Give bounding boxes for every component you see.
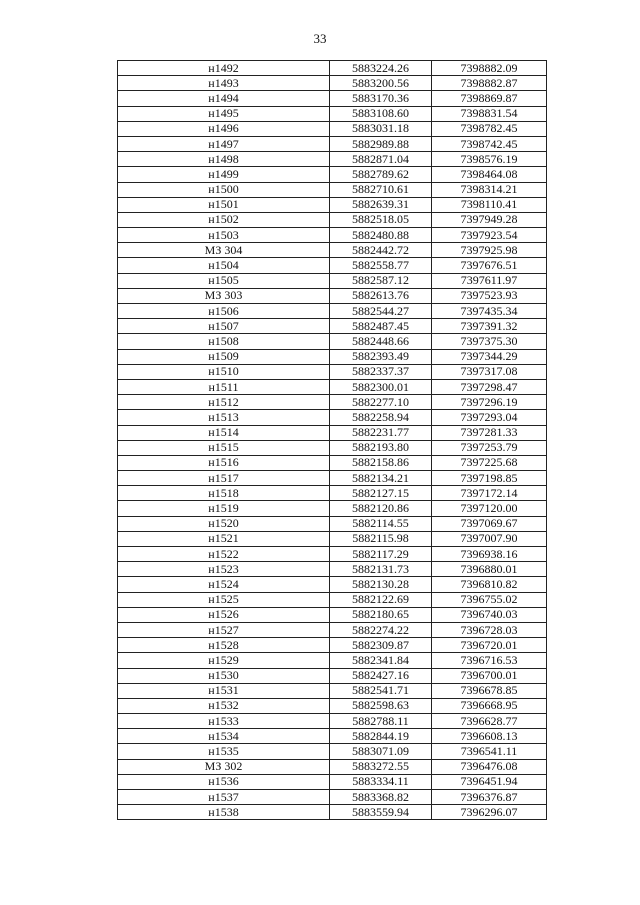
point-id-cell: н1531 <box>118 683 330 698</box>
x-coordinate-cell: 5883071.09 <box>330 744 432 759</box>
point-id-cell: н1505 <box>118 273 330 288</box>
point-id-cell: н1504 <box>118 258 330 273</box>
x-coordinate-cell: 5882710.61 <box>330 182 432 197</box>
table-row <box>118 425 547 440</box>
y-coordinate-cell: 7398576.19 <box>432 152 547 167</box>
x-coordinate-cell: 5882613.76 <box>330 288 432 303</box>
table-row <box>118 212 547 227</box>
y-coordinate-cell: 7396728.03 <box>432 622 547 637</box>
y-coordinate-cell: 7397281.33 <box>432 425 547 440</box>
y-coordinate-cell: 7398882.87 <box>432 76 547 91</box>
point-id-cell: н1493 <box>118 76 330 91</box>
y-coordinate-cell: 7396296.07 <box>432 805 547 820</box>
y-coordinate-cell: 7396678.85 <box>432 683 547 698</box>
x-coordinate-cell: 5882341.84 <box>330 653 432 668</box>
table-row <box>118 258 547 273</box>
table-row <box>118 486 547 501</box>
x-coordinate-cell: 5882258.94 <box>330 410 432 425</box>
x-coordinate-cell: 5882487.45 <box>330 319 432 334</box>
table-row <box>118 228 547 243</box>
x-coordinate-cell: 5882541.71 <box>330 683 432 698</box>
point-id-cell: МЗ 304 <box>118 243 330 258</box>
x-coordinate-cell: 5882114.55 <box>330 516 432 531</box>
point-id-cell: н1512 <box>118 395 330 410</box>
x-coordinate-cell: 5883368.82 <box>330 790 432 805</box>
table-row <box>118 288 547 303</box>
x-coordinate-cell: 5882131.73 <box>330 562 432 577</box>
point-id-cell: н1494 <box>118 91 330 106</box>
x-coordinate-cell: 5882122.69 <box>330 592 432 607</box>
table-row <box>118 790 547 805</box>
y-coordinate-cell: 7397120.00 <box>432 501 547 516</box>
y-coordinate-cell: 7397253.79 <box>432 440 547 455</box>
x-coordinate-cell: 5882274.22 <box>330 622 432 637</box>
point-id-cell: н1525 <box>118 592 330 607</box>
table-row <box>118 167 547 182</box>
x-coordinate-cell: 5882598.63 <box>330 698 432 713</box>
point-id-cell: н1495 <box>118 106 330 121</box>
y-coordinate-cell: 7397344.29 <box>432 349 547 364</box>
y-coordinate-cell: 7398742.45 <box>432 136 547 151</box>
y-coordinate-cell: 7396541.11 <box>432 744 547 759</box>
table-row <box>118 577 547 592</box>
x-coordinate-cell: 5883272.55 <box>330 759 432 774</box>
point-id-cell: н1496 <box>118 121 330 136</box>
point-id-cell: н1503 <box>118 228 330 243</box>
coordinates-table <box>117 60 547 820</box>
table-row <box>118 379 547 394</box>
table-row <box>118 243 547 258</box>
point-id-cell: н1502 <box>118 212 330 227</box>
x-coordinate-cell: 5882518.05 <box>330 212 432 227</box>
table-row <box>118 698 547 713</box>
y-coordinate-cell: 7397225.68 <box>432 455 547 470</box>
table-row <box>118 395 547 410</box>
y-coordinate-cell: 7397676.51 <box>432 258 547 273</box>
point-id-cell: н1513 <box>118 410 330 425</box>
y-coordinate-cell: 7397172.14 <box>432 486 547 501</box>
table-row <box>118 304 547 319</box>
point-id-cell: н1526 <box>118 607 330 622</box>
point-id-cell: н1524 <box>118 577 330 592</box>
y-coordinate-cell: 7397435.34 <box>432 304 547 319</box>
point-id-cell: н1514 <box>118 425 330 440</box>
x-coordinate-cell: 5882587.12 <box>330 273 432 288</box>
point-id-cell: н1537 <box>118 790 330 805</box>
point-id-cell: н1533 <box>118 714 330 729</box>
y-coordinate-cell: 7396740.03 <box>432 607 547 622</box>
table-row <box>118 531 547 546</box>
x-coordinate-cell: 5882120.86 <box>330 501 432 516</box>
table-row <box>118 668 547 683</box>
table-row <box>118 501 547 516</box>
point-id-cell: н1522 <box>118 547 330 562</box>
y-coordinate-cell: 7396476.08 <box>432 759 547 774</box>
table-row <box>118 774 547 789</box>
y-coordinate-cell: 7398831.54 <box>432 106 547 121</box>
point-id-cell: н1536 <box>118 774 330 789</box>
table-row <box>118 364 547 379</box>
x-coordinate-cell: 5882544.27 <box>330 304 432 319</box>
point-id-cell: н1519 <box>118 501 330 516</box>
point-id-cell: н1497 <box>118 136 330 151</box>
point-id-cell: н1538 <box>118 805 330 820</box>
x-coordinate-cell: 5882117.29 <box>330 547 432 562</box>
point-id-cell: н1507 <box>118 319 330 334</box>
point-id-cell: МЗ 303 <box>118 288 330 303</box>
point-id-cell: н1530 <box>118 668 330 683</box>
point-id-cell: н1535 <box>118 744 330 759</box>
y-coordinate-cell: 7398314.21 <box>432 182 547 197</box>
y-coordinate-cell: 7397611.97 <box>432 273 547 288</box>
x-coordinate-cell: 5883031.18 <box>330 121 432 136</box>
table-row <box>118 76 547 91</box>
table-row <box>118 440 547 455</box>
y-coordinate-cell: 7398882.09 <box>432 61 547 76</box>
table-row <box>118 334 547 349</box>
table-row <box>118 91 547 106</box>
table-row <box>118 744 547 759</box>
x-coordinate-cell: 5882639.31 <box>330 197 432 212</box>
table-row <box>118 319 547 334</box>
y-coordinate-cell: 7397293.04 <box>432 410 547 425</box>
table-row <box>118 471 547 486</box>
y-coordinate-cell: 7397069.67 <box>432 516 547 531</box>
point-id-cell: н1532 <box>118 698 330 713</box>
table-row <box>118 516 547 531</box>
x-coordinate-cell: 5883108.60 <box>330 106 432 121</box>
x-coordinate-cell: 5882480.88 <box>330 228 432 243</box>
x-coordinate-cell: 5883559.94 <box>330 805 432 820</box>
y-coordinate-cell: 7397296.19 <box>432 395 547 410</box>
table-row <box>118 607 547 622</box>
table-row <box>118 273 547 288</box>
y-coordinate-cell: 7396628.77 <box>432 714 547 729</box>
table-row <box>118 410 547 425</box>
point-id-cell: н1527 <box>118 622 330 637</box>
point-id-cell: н1492 <box>118 61 330 76</box>
table-row <box>118 683 547 698</box>
point-id-cell: МЗ 302 <box>118 759 330 774</box>
table-row <box>118 136 547 151</box>
x-coordinate-cell: 5882989.88 <box>330 136 432 151</box>
point-id-cell: н1500 <box>118 182 330 197</box>
y-coordinate-cell: 7396938.16 <box>432 547 547 562</box>
x-coordinate-cell: 5882871.04 <box>330 152 432 167</box>
point-id-cell: н1509 <box>118 349 330 364</box>
x-coordinate-cell: 5883200.56 <box>330 76 432 91</box>
point-id-cell: н1521 <box>118 531 330 546</box>
table-row <box>118 182 547 197</box>
point-id-cell: н1499 <box>118 167 330 182</box>
table-row <box>118 562 547 577</box>
point-id-cell: н1523 <box>118 562 330 577</box>
y-coordinate-cell: 7397925.98 <box>432 243 547 258</box>
table-row <box>118 805 547 820</box>
coordinates-table-body <box>118 61 547 820</box>
y-coordinate-cell: 7398464.08 <box>432 167 547 182</box>
table-row <box>118 592 547 607</box>
y-coordinate-cell: 7398869.87 <box>432 91 547 106</box>
x-coordinate-cell: 5882180.65 <box>330 607 432 622</box>
x-coordinate-cell: 5882127.15 <box>330 486 432 501</box>
table-row <box>118 714 547 729</box>
y-coordinate-cell: 7396720.01 <box>432 638 547 653</box>
y-coordinate-cell: 7396700.01 <box>432 668 547 683</box>
y-coordinate-cell: 7397523.93 <box>432 288 547 303</box>
point-id-cell: н1501 <box>118 197 330 212</box>
x-coordinate-cell: 5882115.98 <box>330 531 432 546</box>
y-coordinate-cell: 7396716.53 <box>432 653 547 668</box>
x-coordinate-cell: 5882158.86 <box>330 455 432 470</box>
y-coordinate-cell: 7397375.30 <box>432 334 547 349</box>
table-row <box>118 106 547 121</box>
x-coordinate-cell: 5882277.10 <box>330 395 432 410</box>
table-row <box>118 653 547 668</box>
point-id-cell: н1518 <box>118 486 330 501</box>
point-id-cell: н1517 <box>118 471 330 486</box>
point-id-cell: н1534 <box>118 729 330 744</box>
x-coordinate-cell: 5882134.21 <box>330 471 432 486</box>
y-coordinate-cell: 7398110.41 <box>432 197 547 212</box>
page-number: 33 <box>313 31 327 46</box>
table-row <box>118 455 547 470</box>
point-id-cell: н1511 <box>118 379 330 394</box>
x-coordinate-cell: 5882393.49 <box>330 349 432 364</box>
x-coordinate-cell: 5882130.28 <box>330 577 432 592</box>
point-id-cell: н1498 <box>118 152 330 167</box>
y-coordinate-cell: 7397298.47 <box>432 379 547 394</box>
x-coordinate-cell: 5883224.26 <box>330 61 432 76</box>
y-coordinate-cell: 7398782.45 <box>432 121 547 136</box>
y-coordinate-cell: 7397949.28 <box>432 212 547 227</box>
x-coordinate-cell: 5882193.80 <box>330 440 432 455</box>
point-id-cell: н1510 <box>118 364 330 379</box>
x-coordinate-cell: 5883334.11 <box>330 774 432 789</box>
point-id-cell: н1515 <box>118 440 330 455</box>
x-coordinate-cell: 5882442.72 <box>330 243 432 258</box>
table-row <box>118 638 547 653</box>
table-row <box>118 152 547 167</box>
x-coordinate-cell: 5882337.37 <box>330 364 432 379</box>
x-coordinate-cell: 5882558.77 <box>330 258 432 273</box>
point-id-cell: н1529 <box>118 653 330 668</box>
x-coordinate-cell: 5882309.87 <box>330 638 432 653</box>
x-coordinate-cell: 5882844.19 <box>330 729 432 744</box>
table-row <box>118 197 547 212</box>
y-coordinate-cell: 7397923.54 <box>432 228 547 243</box>
point-id-cell: н1506 <box>118 304 330 319</box>
y-coordinate-cell: 7396608.13 <box>432 729 547 744</box>
y-coordinate-cell: 7397317.08 <box>432 364 547 379</box>
y-coordinate-cell: 7396668.95 <box>432 698 547 713</box>
table-row <box>118 61 547 76</box>
table-row <box>118 729 547 744</box>
x-coordinate-cell: 5882231.77 <box>330 425 432 440</box>
y-coordinate-cell: 7397198.85 <box>432 471 547 486</box>
y-coordinate-cell: 7396755.02 <box>432 592 547 607</box>
x-coordinate-cell: 5882427.16 <box>330 668 432 683</box>
y-coordinate-cell: 7396451.94 <box>432 774 547 789</box>
y-coordinate-cell: 7397391.32 <box>432 319 547 334</box>
point-id-cell: н1508 <box>118 334 330 349</box>
x-coordinate-cell: 5882789.62 <box>330 167 432 182</box>
x-coordinate-cell: 5882300.01 <box>330 379 432 394</box>
y-coordinate-cell: 7396376.87 <box>432 790 547 805</box>
table-row <box>118 349 547 364</box>
y-coordinate-cell: 7396810.82 <box>432 577 547 592</box>
x-coordinate-cell: 5882788.11 <box>330 714 432 729</box>
table-row <box>118 547 547 562</box>
point-id-cell: н1520 <box>118 516 330 531</box>
x-coordinate-cell: 5882448.66 <box>330 334 432 349</box>
point-id-cell: н1516 <box>118 455 330 470</box>
table-row <box>118 121 547 136</box>
y-coordinate-cell: 7396880.01 <box>432 562 547 577</box>
table-row <box>118 759 547 774</box>
point-id-cell: н1528 <box>118 638 330 653</box>
x-coordinate-cell: 5883170.36 <box>330 91 432 106</box>
y-coordinate-cell: 7397007.90 <box>432 531 547 546</box>
table-row <box>118 622 547 637</box>
